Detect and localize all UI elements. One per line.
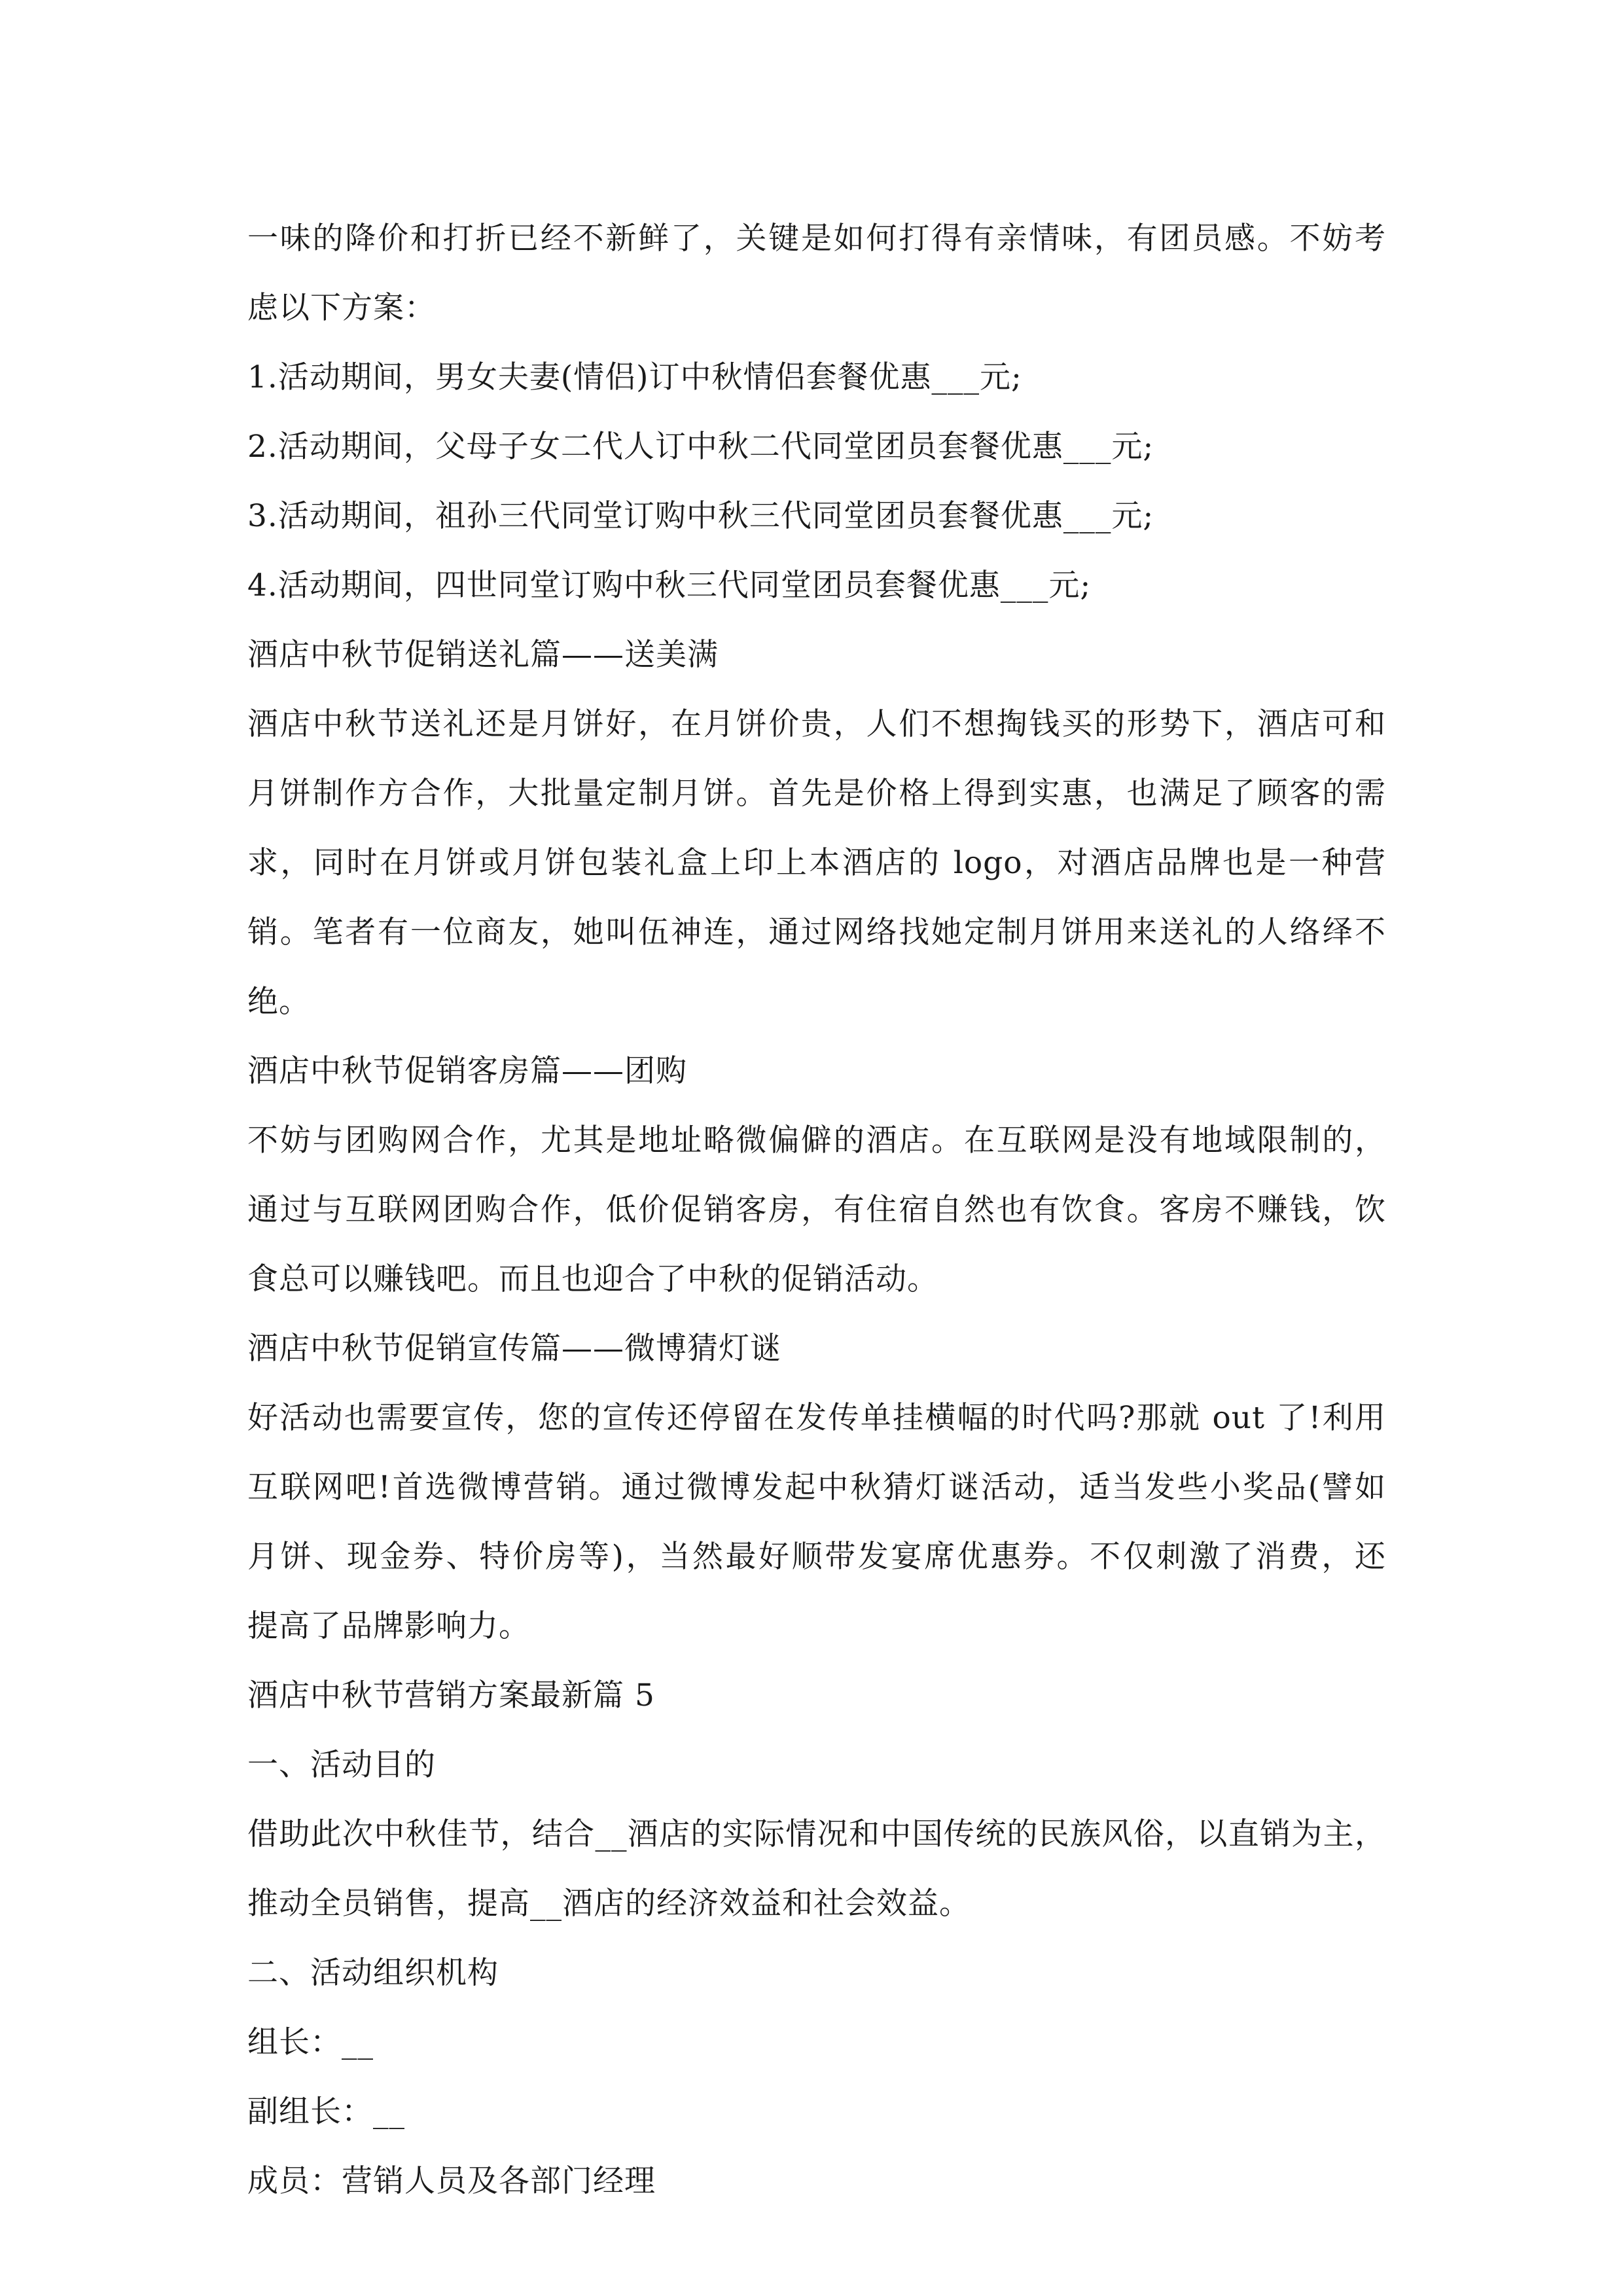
section-heading: 酒店中秋节促销宣传篇——微博猜灯谜 [247, 1331, 781, 1367]
paragraph-line: 月饼制作方合作，大批量定制月饼。首先是价格上得到实惠，也满足了顾客的需 [247, 776, 1386, 812]
paragraph-line: 成员：营销人员及各部门经理 [247, 2163, 656, 2199]
paragraph-line: 销。笔者有一位商友，她叫伍神连，通过网络找她定制月饼用来送礼的人络绎不 [247, 914, 1386, 950]
section-heading: 二、活动组织机构 [247, 1955, 499, 1991]
section-heading: 酒店中秋节营销方案最新篇 5 [247, 1677, 655, 1713]
paragraph-line: 食总可以赚钱吧。而且也迎合了中秋的促销活动。 [247, 1261, 938, 1297]
paragraph-line: 求，同时在月饼或月饼包装礼盒上印上本酒店的 logo，对酒店品牌也是一种营 [247, 845, 1386, 881]
paragraph-line: 提高了品牌影响力。 [247, 1608, 530, 1644]
paragraph-line: 通过与互联网团购合作，低价促销客房，有住宿自然也有饮食。客房不赚钱，饮 [247, 1192, 1386, 1228]
document-page [247, 204, 1386, 2216]
paragraph-line: 推动全员销售，提高__酒店的经济效益和社会效益。 [247, 1886, 971, 1922]
section-heading: 酒店中秋节促销送礼篇——送美满 [247, 637, 719, 673]
list-item: 2.活动期间，父母子女二代人订中秋二代同堂团员套餐优惠___元; [247, 429, 1154, 465]
paragraph-line: 副组长：__ [247, 2094, 405, 2130]
section-heading: 一、活动目的 [247, 1747, 436, 1783]
paragraph-line: 酒店中秋节送礼还是月饼好，在月饼价贵，人们不想掏钱买的形势下，酒店可和 [247, 706, 1386, 742]
list-item: 3.活动期间，祖孙三代同堂订购中秋三代同堂团员套餐优惠___元; [247, 498, 1154, 534]
paragraph-line: 组长：__ [247, 2024, 374, 2060]
paragraph-line: 月饼、现金券、特价房等)，当然最好顺带发宴席优惠券。不仅刺激了消费，还 [247, 1539, 1386, 1575]
paragraph-line: 绝。 [247, 984, 310, 1020]
paragraph-line: 互联网吧!首选微博营销。通过微博发起中秋猜灯谜活动，适当发些小奖品(譬如 [247, 1469, 1386, 1505]
section-heading: 酒店中秋节促销客房篇——团购 [247, 1053, 687, 1089]
list-item: 1.活动期间，男女夫妻(情侣)订中秋情侣套餐优惠___元; [247, 359, 1022, 395]
paragraph-line: 一味的降价和打折已经不新鲜了，关键是如何打得有亲情味，有团员感。不妨考 [247, 221, 1386, 257]
paragraph-line: 借助此次中秋佳节，结合__酒店的实际情况和中国传统的民族风俗，以直销为主， [247, 1816, 1386, 1852]
paragraph-line: 虑以下方案： [247, 290, 436, 326]
list-item: 4.活动期间，四世同堂订购中秋三代同堂团员套餐优惠___元; [247, 567, 1092, 603]
paragraph-line: 不妨与团购网合作，尤其是地址略微偏僻的酒店。在互联网是没有地域限制的， [247, 1122, 1386, 1158]
paragraph-line: 好活动也需要宣传，您的宣传还停留在发传单挂横幅的时代吗?那就 out 了!利用 [247, 1400, 1386, 1436]
